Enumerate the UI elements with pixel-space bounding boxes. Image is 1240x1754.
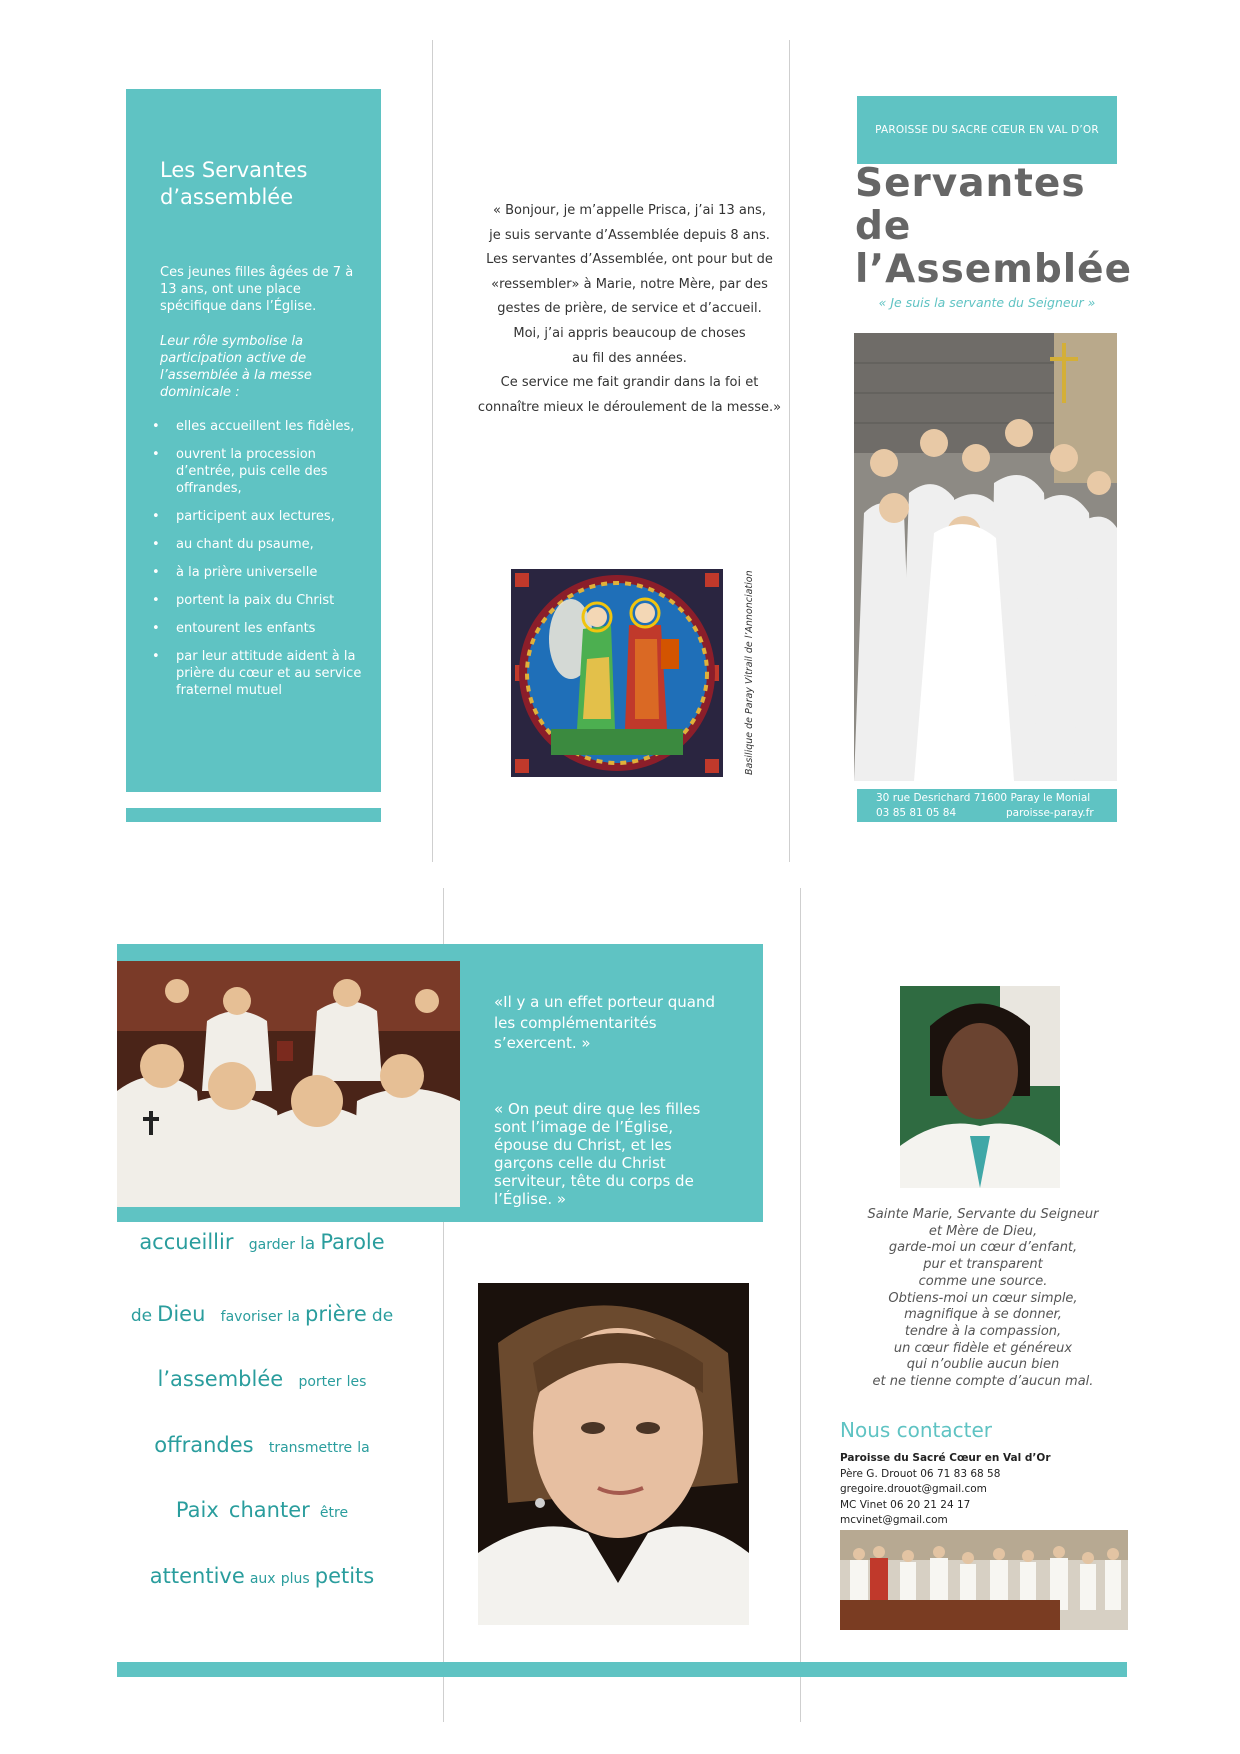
contact-email-link[interactable]: mcvinet@gmail.com: [840, 1514, 948, 1526]
intro-text: Ces jeunes filles âgées de 7 à 13 ans, ont une place spécifique dans l’Église.: [160, 265, 354, 314]
fold-line: [800, 888, 801, 1722]
list-item: • par leur attitude aident à la prière du cœur et au service fraternel mutuel: [150, 648, 365, 699]
role-text: Leur rôle symbolise la participation active de l’assemblée à la messe dominicale :: [160, 334, 312, 400]
word-cloud-line: de Dieu favoriser la prière de: [130, 1302, 394, 1326]
cover-title: Servantes de l’Assemblée: [855, 161, 1133, 292]
word-cloud-line: offrandes transmettre la: [154, 1433, 370, 1457]
accent-strip: [117, 1662, 1127, 1677]
fold-line: [432, 40, 433, 862]
website-link[interactable]: paroisse-paray.fr: [1006, 807, 1094, 819]
contact-line: MC Vinet 06 20 21 24 17: [840, 1498, 971, 1511]
list-item: • portent la paix du Christ: [150, 592, 365, 609]
choir-photo: [840, 1530, 1128, 1630]
address-text: 30 rue Desrichard 71600 Paray le Monial: [876, 792, 1091, 804]
accent-strip: [126, 808, 381, 822]
list-item: • participent aux lectures,: [150, 508, 365, 525]
image-caption: Basilique de Paray Vitrail de l’Annonciation: [744, 570, 755, 775]
cover-photo: [854, 333, 1117, 781]
quote-complementarity: «Il y a un effet porteur quand les complémentarités s’exercent. »: [494, 993, 716, 1052]
procession-photo: [117, 961, 460, 1207]
contact-details: [840, 1451, 1120, 1529]
prisca-quote: « Bonjour, je m’appelle Prisca, j’ai 13 ans, je suis servante d’Assemblée depuis 8 ans. Les servantes d’Assemblée, ont pour but de «ressembler» à Marie, notre Mère, par des gestes de prière, de service et d’accueil. Moi, j’ai appris beaucoup de choses au fil des années. Ce service me fait grandir dans la foi et connaître mieux le déroulement de la messe.»: [477, 203, 782, 415]
cover-motto: « Je suis la servante du Seigneur »: [878, 295, 1096, 310]
word-cloud-line: l’assemblée porter les: [157, 1367, 367, 1391]
stained-glass-image: [511, 569, 723, 777]
contact-title: Nous contacter: [840, 1418, 993, 1442]
contact-line: Père G. Drouot 06 71 83 68 58: [840, 1467, 1001, 1480]
list-item: • ouvrent la procession d’entrée, puis celle des offrandes,: [150, 446, 365, 497]
prayer-text: Sainte Marie, Servante du Seigneur et Mère de Dieu, garde-moi un cœur d’enfant, pur et transparent comme une source. Obtiens-moi un cœur simple, magnifique à se donner, tendre à la compassion, un cœur fidèle et généreux qui n’oublie aucun bien et ne tienne compte d’aucun mal.: [867, 1207, 1099, 1390]
list-item: • elles accueillent les fidèles,: [150, 418, 365, 435]
intro-title: Les Servantes d’assemblée: [160, 158, 308, 209]
contact-parish: Paroisse du Sacré Cœur en Val d’Or: [840, 1452, 1051, 1464]
contact-email-link[interactable]: gregoire.drouot@gmail.com: [840, 1483, 987, 1495]
list-item: • au chant du psaume,: [150, 536, 365, 553]
word-cloud-line: Paix chanter être: [175, 1498, 349, 1522]
list-item: • à la prière universelle: [150, 564, 365, 581]
role-list: [150, 418, 365, 710]
quote-church-image: « On peut dire que les filles sont l’image de l’Église, épouse du Christ, et les garçons celle du Christ serviteur, tête du corps de l’Église. »: [494, 1100, 701, 1208]
girl-portrait-photo: [478, 1283, 749, 1625]
word-cloud-line: attentive aux plus petits: [149, 1564, 375, 1588]
phone-text: 03 85 81 05 84: [876, 807, 957, 819]
word-cloud-line: accueillir garder la Parole: [139, 1230, 385, 1254]
list-item: • entourent les enfants: [150, 620, 365, 637]
fold-line: [789, 40, 790, 862]
servant-portrait-photo: [900, 986, 1060, 1188]
parish-name: PAROISSE DU SACRE CŒUR EN VAL D’OR: [875, 124, 1099, 136]
